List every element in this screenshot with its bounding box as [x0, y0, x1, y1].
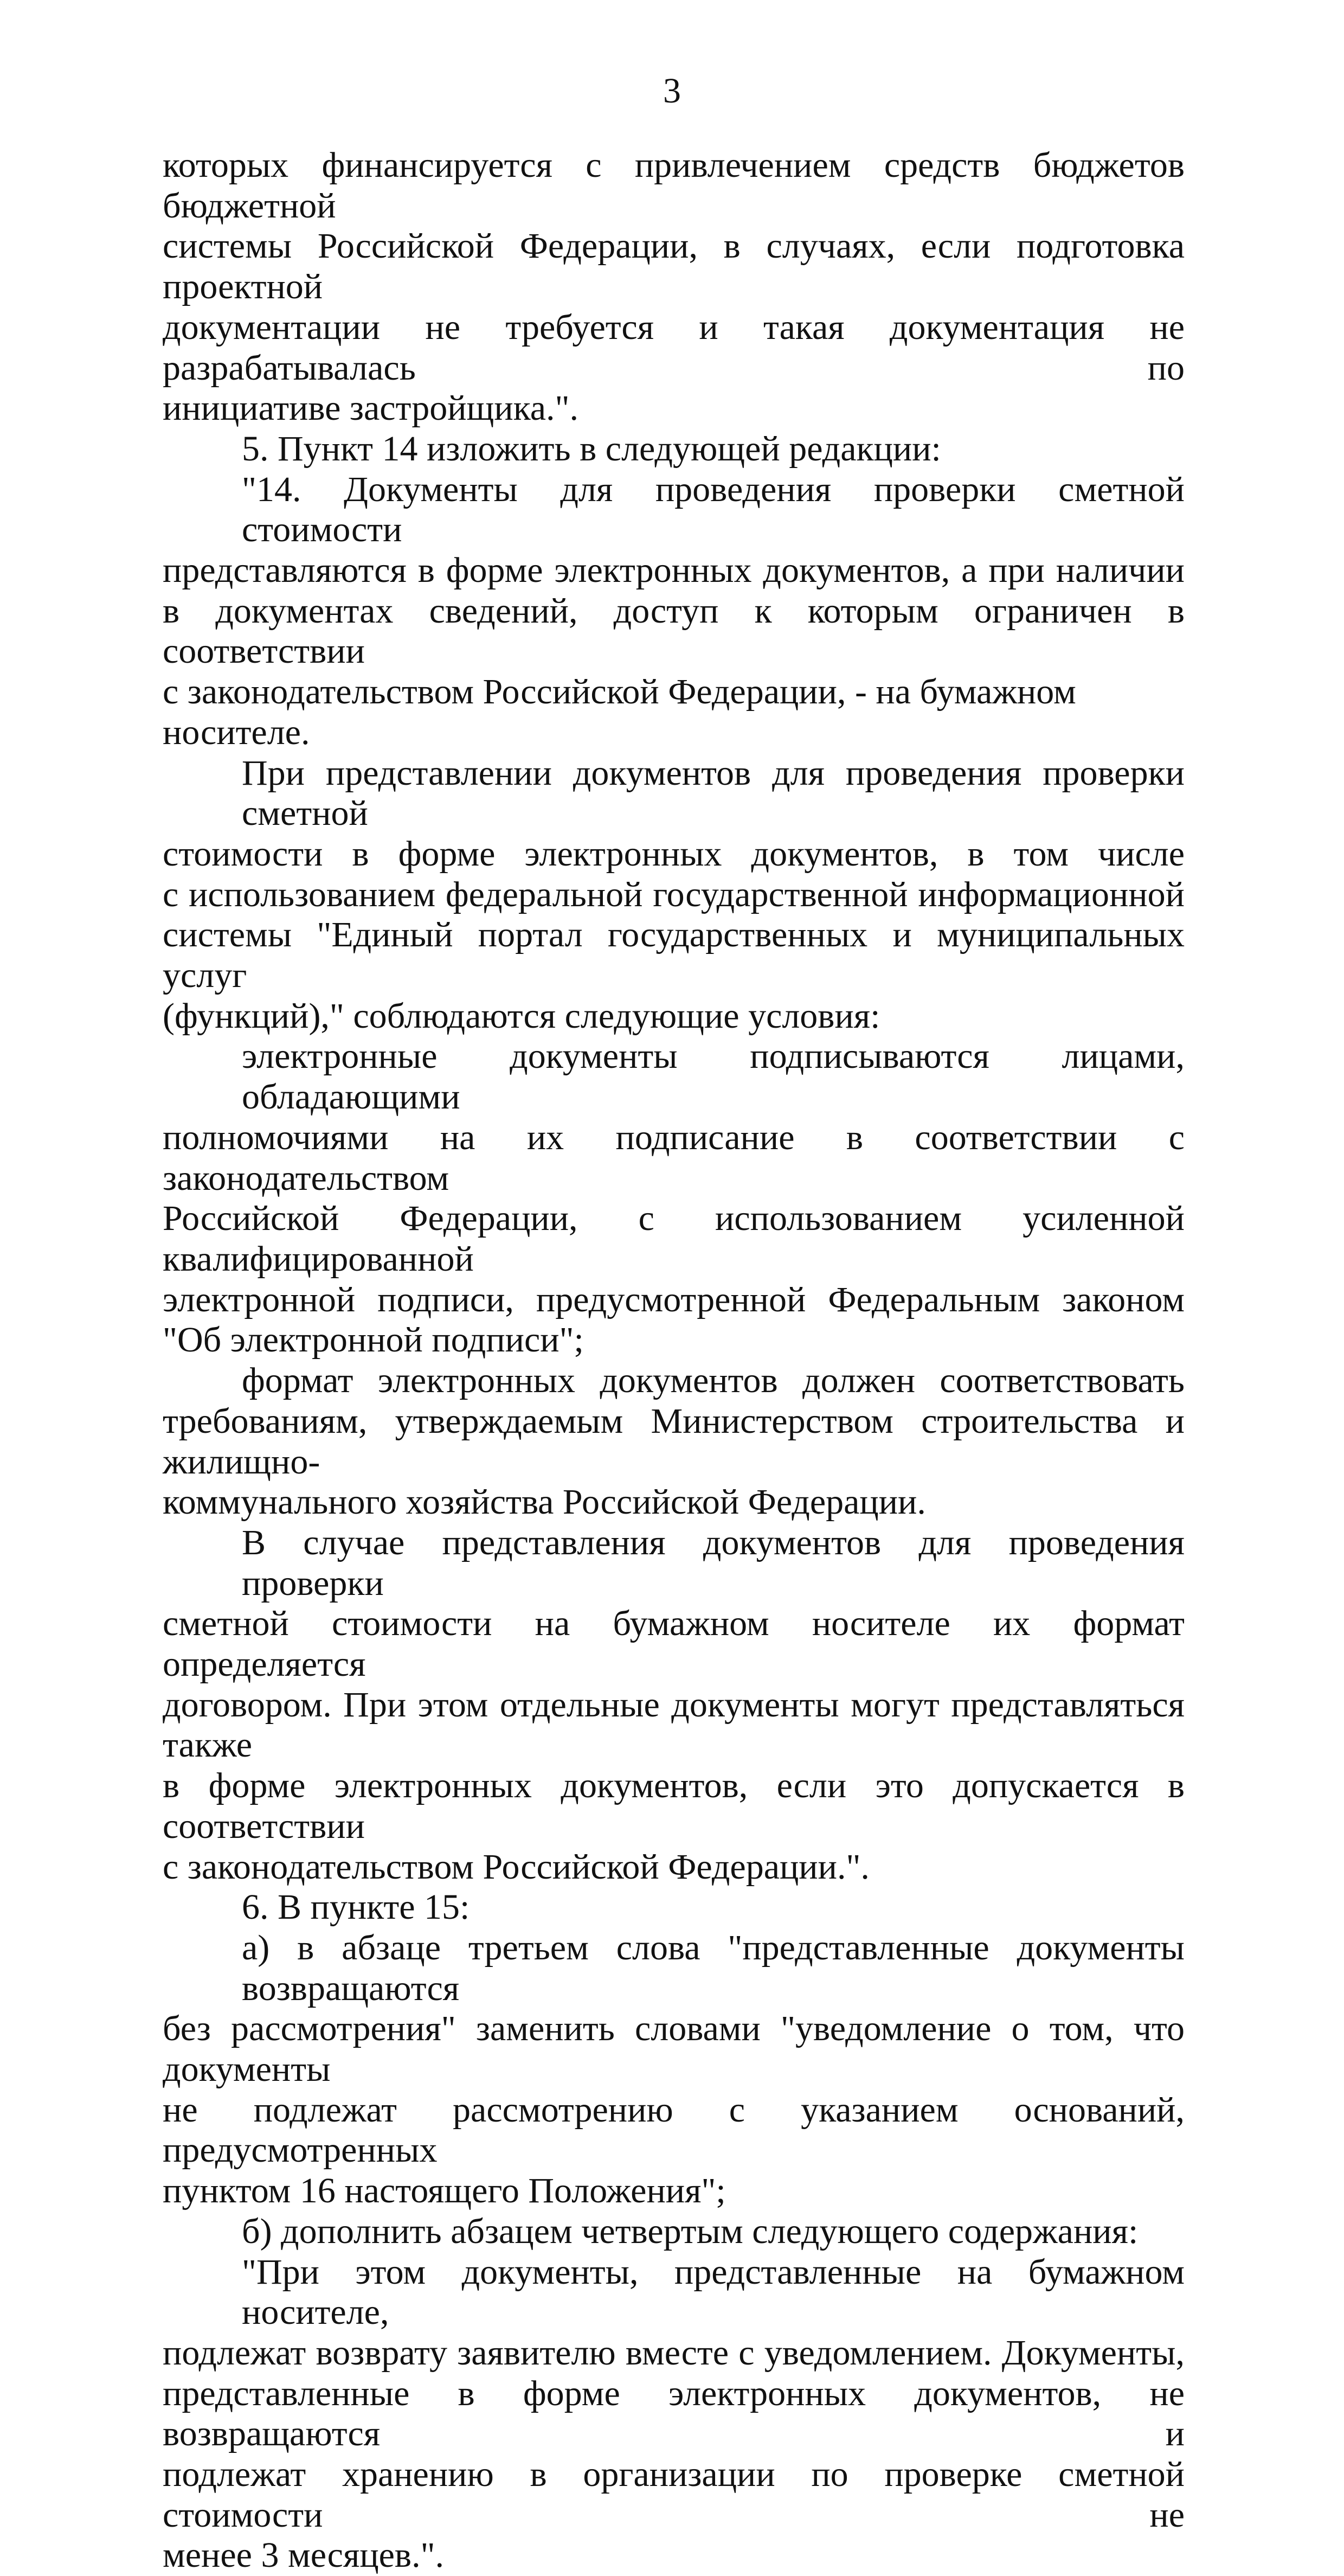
text-line: в документах сведений, доступ к которым ограничен в соответствии	[163, 591, 1185, 671]
text-line: системы "Единый портал государственных и муниципальных услуг	[163, 915, 1185, 996]
text-line: формат электронных документов должен соответствовать	[242, 1361, 1185, 1401]
text-line: "При этом документы, представленные на бумажном носителе,	[242, 2252, 1185, 2333]
text-line: а) в абзаце третьем слова "представленные документы возвращаются	[242, 1927, 1185, 2008]
text-line: электронной подписи, предусмотренной Федеральным законом	[163, 1279, 1185, 1319]
text-line: При представлении документов для проведения проверки сметной	[242, 753, 1185, 834]
paragraph-continuation	[163, 145, 1185, 429]
text-line: инициативе застройщика.".	[163, 388, 578, 428]
text-line: пунктом 16 настоящего Положения";	[163, 2171, 726, 2211]
text-line: в форме электронных документов, если это допускается в соответствии	[163, 1766, 1185, 1846]
text-line: без рассмотрения" заменить словами "уведомление о том, что документы	[163, 2009, 1185, 2090]
text-line: системы Российской Федерации, в случаях, если подготовка проектной	[163, 226, 1185, 307]
text-line: В случае представления документов для проведения проверки	[242, 1522, 1185, 1603]
text-line: с законодательством Российской Федерации, - на бумажном носителе.	[163, 672, 1076, 752]
text-line: с использованием федеральной государственной информационной	[163, 874, 1185, 914]
text-line: "14. Документы для проведения проверки сметной стоимости	[242, 469, 1185, 550]
text-line: (функций)," соблюдаются следующие условия:	[163, 996, 880, 1036]
paragraph-quote-14	[163, 470, 1185, 753]
text-line: менее 3 месяцев.".	[163, 2535, 445, 2575]
text-line: подлежат хранению в организации по проверке сметной стоимости не	[163, 2455, 1185, 2535]
text-line: документации не требуется и такая документация не разрабатывалась по	[163, 307, 1185, 388]
text-line: не подлежат рассмотрению с указанием оснований, предусмотренных	[163, 2090, 1185, 2170]
text-line: которых финансируется с привлечением средств бюджетов бюджетной	[163, 145, 1185, 226]
text-line: полномочиями на их подписание в соответствии с законодательством	[163, 1117, 1185, 1198]
text-line: требованиям, утверждаемым Министерством строительства и жилищно-	[163, 1401, 1185, 1482]
text-line: Российской Федерации, с использованием усиленной квалифицированной	[163, 1199, 1185, 1279]
paragraph-quote-return	[163, 2252, 1185, 2576]
text-line: представляются в форме электронных документов, а при наличии	[163, 550, 1185, 591]
paragraph-item-6	[163, 1887, 1185, 1928]
text-line: подлежат возврату заявителю вместе с уведомлением. Документы,	[163, 2333, 1185, 2373]
text-line: договором. При этом отдельные документы могут представляться также	[163, 1684, 1185, 1765]
document-body	[163, 145, 1185, 2576]
text-line: "Об электронной подписи";	[163, 1320, 584, 1360]
paragraph-format-condition	[163, 1361, 1185, 1523]
text-line: сметной стоимости на бумажном носителе их формат определяется	[163, 1604, 1185, 1684]
text-line: представленные в форме электронных документов, не возвращаются и	[163, 2373, 1185, 2454]
text-line: 5. Пункт 14 изложить в следующей редакции:	[242, 428, 941, 469]
text-line: б) дополнить абзацем четвертым следующего содержания:	[242, 2211, 1139, 2251]
text-line: коммунального хозяйства Российской Федерации.	[163, 1482, 926, 1522]
text-line: 6. В пункте 15:	[242, 1887, 470, 1927]
paragraph-electronic-conditions	[163, 753, 1185, 1037]
text-line: стоимости в форме электронных документов, в том числе	[163, 834, 1185, 874]
paragraph-subitem-a	[163, 1928, 1185, 2212]
paragraph-item-5	[163, 429, 1185, 470]
paragraph-signature-condition	[163, 1036, 1185, 1361]
paragraph-paper-format	[163, 1523, 1185, 1887]
page-number: 3	[663, 71, 681, 111]
paragraph-subitem-b	[163, 2212, 1185, 2252]
text-line: с законодательством Российской Федерации.".	[163, 1847, 870, 1887]
text-line: электронные документы подписываются лицами, обладающими	[242, 1036, 1185, 1117]
